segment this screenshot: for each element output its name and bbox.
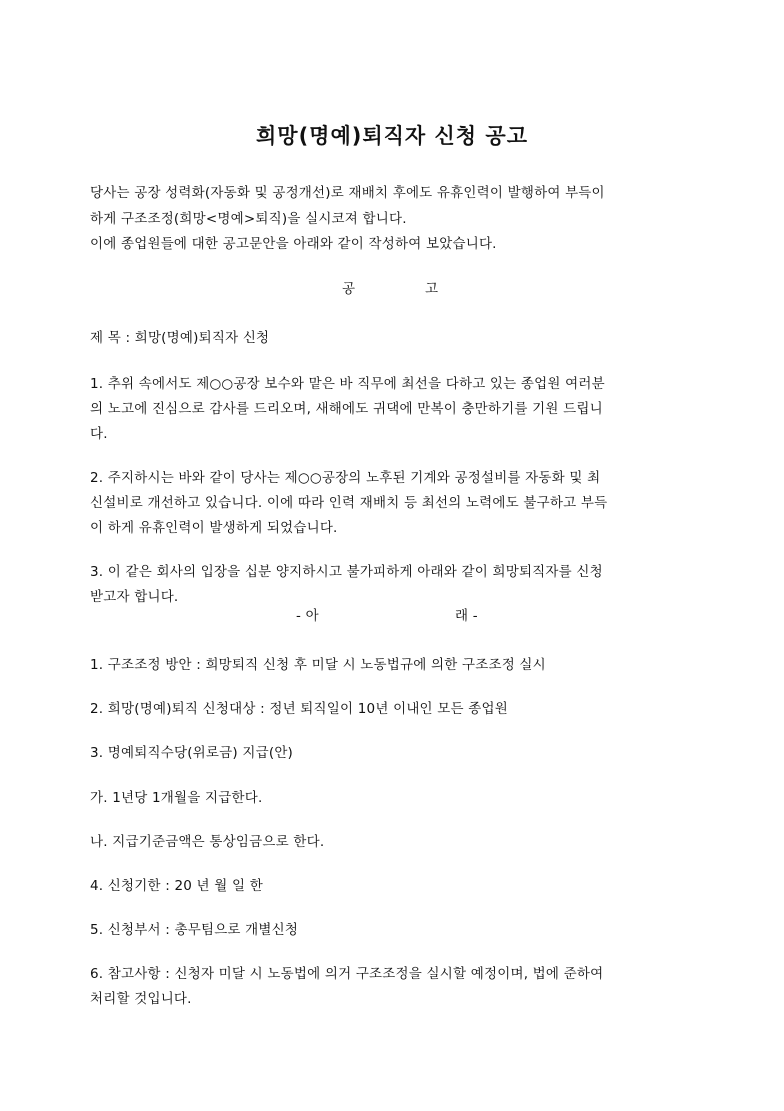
notice-heading-right: 고: [425, 281, 439, 297]
intro-line-3: 이에 종업원들에 대한 공고문안을 아래와 같이 작성하여 보았습니다.: [90, 236, 497, 252]
item-5: 5. 신청부서 : 총무팀으로 개별신청: [90, 922, 299, 938]
document-title: 희망(명예)퇴직자 신청 공고: [256, 124, 528, 148]
intro-line-2: 하게 구조조정(희망<명예>퇴직)을 실시코져 합니다.: [90, 211, 407, 227]
para1-line-1: 1. 추위 속에서도 제○○공장 보수와 맡은 바 직무에 최선을 다하고 있는 종업원 여러분: [90, 376, 605, 392]
para2-line-2: 신설비로 개선하고 있습니다. 이에 따라 인력 재배치 등 최선의 노력에도 불구하고 부득: [90, 495, 608, 511]
item-6-line-1: 6. 참고사항 : 신청자 미달 시 노동법에 의거 구조조정을 실시할 예정이며, 법에 준하여: [90, 966, 604, 982]
item-6-line-2: 처리할 것입니다.: [90, 991, 192, 1007]
intro-line-1: 당사는 공장 성력화(자동화 및 공정개선)로 재배치 후에도 유휴인력이 발행하여 부득이: [90, 185, 605, 201]
item-3: 3. 명예퇴직수당(위로금) 지급(안): [90, 745, 294, 761]
item-1: 1. 구조조정 방안 : 희망퇴직 신청 후 미달 시 노동법규에 의한 구조조정 실시: [90, 657, 546, 673]
item-3-na: 나. 지급기준금액은 통상임금으로 한다.: [90, 834, 325, 850]
para1-line-3: 다.: [90, 426, 108, 442]
para1-line-2: 의 노고에 진심으로 감사를 드리오며, 새해에도 귀댁에 만복이 충만하기를 기원 드립니: [90, 401, 603, 417]
below-heading-right: 래 -: [455, 608, 478, 624]
item-3-ga: 가. 1년당 1개월을 지급한다.: [90, 790, 263, 806]
below-heading-left: - 아: [296, 608, 319, 624]
item-2: 2. 희망(명예)퇴직 신청대상 : 정년 퇴직일이 10년 이내인 모든 종업원: [90, 701, 508, 717]
para3-line-2: 받고자 합니다.: [90, 589, 179, 605]
para2-line-1: 2. 주지하시는 바와 같이 당사는 제○○공장의 노후된 기계와 공정설비를 자동화 및 최: [90, 470, 601, 486]
subject-line: 제 목 : 희망(명예)퇴직자 신청: [90, 330, 270, 346]
para3-line-1: 3. 이 같은 회사의 입장을 십분 양지하시고 불가피하게 아래와 같이 희망퇴직자를 신청: [90, 564, 603, 580]
notice-heading-left: 공: [342, 281, 356, 297]
item-4: 4. 신청기한 : 20 년 월 일 한: [90, 878, 263, 894]
para2-line-3: 이 하게 유휴인력이 발생하게 되었습니다.: [90, 520, 338, 536]
